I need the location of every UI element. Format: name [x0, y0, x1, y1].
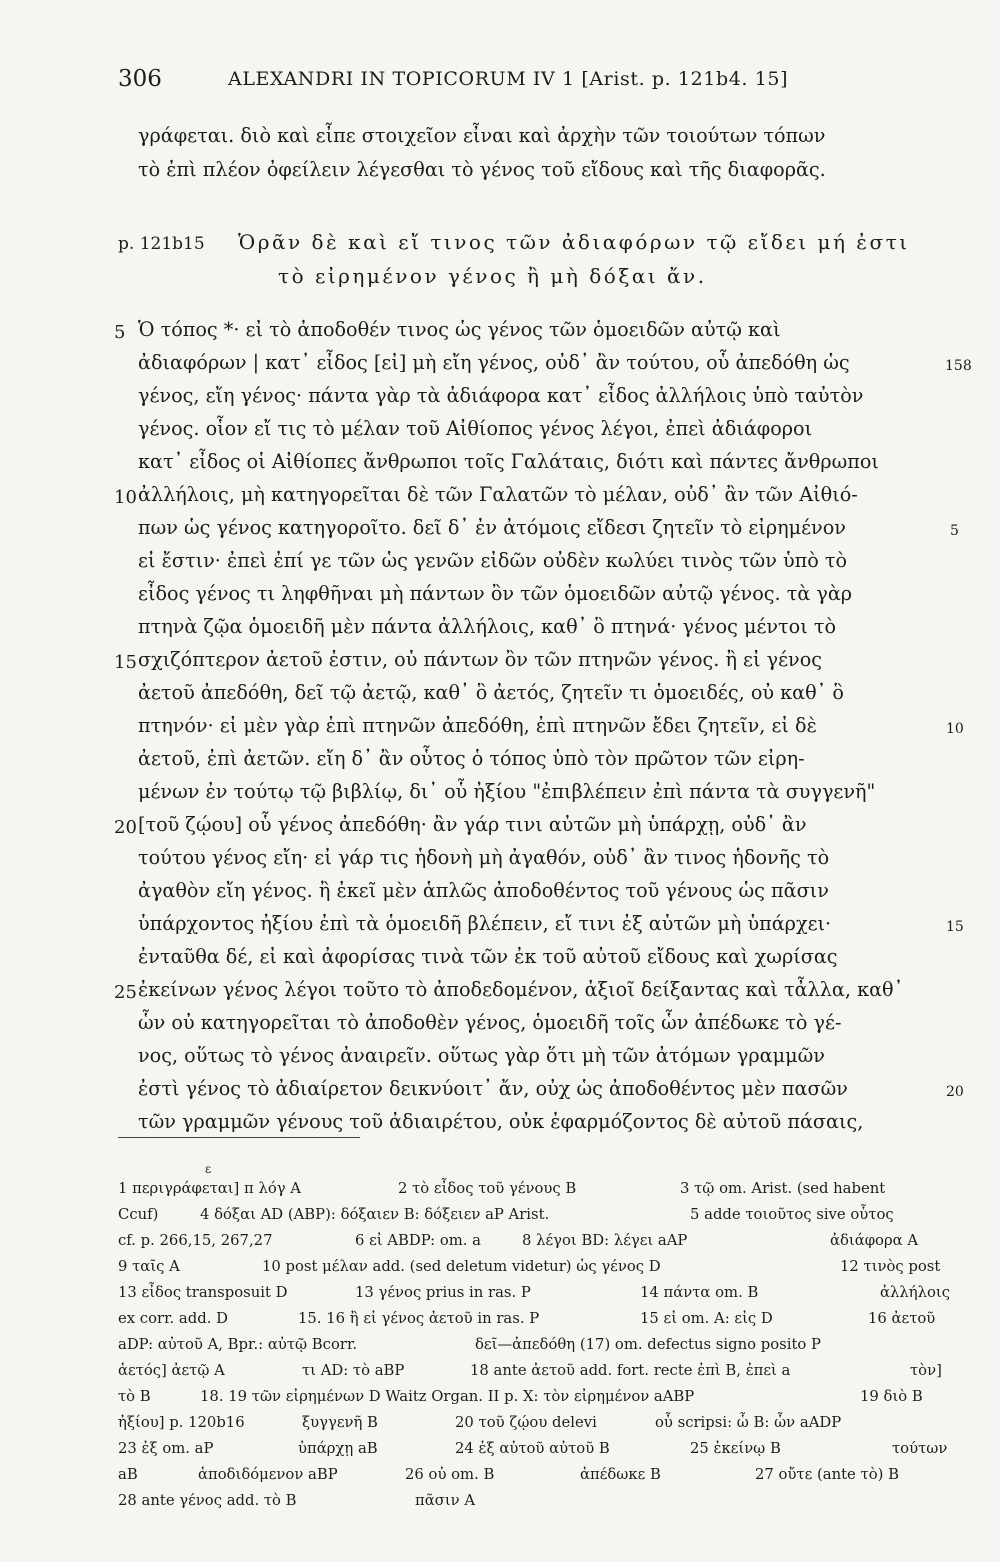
text-line-3: Ὁ τόπος *· εἰ τὸ ἀποδοθέν τινος ὡς γένος τῶν ὁμοειδῶν αὐτῷ καὶ: [138, 318, 781, 341]
apparatus-entry: 15 εἰ om. A: εἰς D: [640, 1310, 773, 1327]
margin-number: 20: [946, 1084, 964, 1100]
apparatus-entry: ἠξίου] p. 120b16: [118, 1414, 245, 1431]
apparatus-superscript: ε: [205, 1162, 212, 1176]
apparatus-entry: 20 τοῦ ζῴου delevi: [455, 1414, 597, 1431]
apparatus-entry: ἀδιάφορα A: [830, 1232, 919, 1249]
margin-number: 10: [946, 721, 964, 737]
apparatus-entry: 15. 16 ἢ εἰ γένος ἀετοῦ in ras. P: [298, 1310, 540, 1327]
text-line-5: γένος, εἴη γένος· πάντα γὰρ τὰ ἀδιάφορα κατ᾽ εἶδος ἀλλήλοις ὑπὸ ταὐτὸν: [138, 384, 864, 407]
page-number: 306: [118, 66, 162, 92]
apparatus-entry: ἀποδιδόμενον aBP: [198, 1466, 338, 1483]
apparatus-entry: 14 πάντα om. B: [640, 1284, 759, 1301]
apparatus-entry: ὑπάρχῃ aB: [298, 1440, 378, 1457]
apparatus-entry: 8 λέγοι BD: λέγει aAP: [522, 1232, 688, 1249]
text-line-6: γένος. οἷον εἴ τις τὸ μέλαν τοῦ Αἰθίοπος γένος λέγοι, ἐπεὶ ἀδιάφοροι: [138, 417, 813, 440]
apparatus-entry: πᾶσιν A: [415, 1492, 476, 1509]
line-number: 25: [114, 982, 137, 1003]
apparatus-entry: aB: [118, 1466, 138, 1483]
apparatus-entry: 18. 19 τῶν εἰρημένων D Waitz Organ. II p. X: τὸν εἰρημένον aABP: [200, 1388, 695, 1405]
text-line-2: τὸ ἐπὶ πλέον ὀφείλειν λέγεσθαι τὸ γένος τοῦ εἴδους καὶ τῆς διαφορᾶς.: [138, 158, 826, 181]
text-line-25: νος, οὕτως τὸ γένος ἀναιρεῖν. οὕτως γὰρ ὅτι μὴ τῶν ἀτόμων γραμμῶν: [138, 1044, 825, 1067]
apparatus-entry: οὗ scripsi: ὧ B: ὧν aADP: [655, 1414, 842, 1431]
apparatus-entry: 26 οὐ om. B: [405, 1466, 495, 1483]
margin-number: 15: [946, 919, 964, 935]
text-line-18: [τοῦ ζῴου] οὗ γένος ἀπεδόθη· ἂν γάρ τινι αὐτῶν μὴ ὑπάρχῃ, οὐδ᾽ ἂν: [138, 813, 807, 836]
text-line-9: πων ὡς γένος κατηγοροῖτο. δεῖ δ᾽ ἐν ἀτόμοις εἴδεσι ζητεῖν τὸ εἰρημένον: [138, 516, 846, 539]
lemma-line-2: τὸ εἰρημένον γένος ἢ μὴ δόξαι ἄν.: [278, 264, 707, 288]
text-line-24: ὧν οὐ κατηγορεῖται τὸ ἀποδοθὲν γένος, ὁμοειδῆ τοῖς ὧν ἀπέδωκε τὸ γέ-: [138, 1011, 842, 1034]
line-number: 20: [114, 817, 137, 838]
text-line-23: ἐκείνων γένος λέγοι τοῦτο τὸ ἀποδεδομένον, ἀξιοῖ δείξαντας καὶ τἆλλα, καθ᾽: [138, 978, 904, 1001]
apparatus-entry: 19 διὸ B: [860, 1388, 923, 1405]
line-number: 10: [114, 487, 137, 508]
apparatus-entry: 1 περιγράφεται] π λόγ A: [118, 1180, 301, 1197]
apparatus-entry: ἀετός] ἀετῷ A: [118, 1362, 225, 1379]
apparatus-entry: τὸν]: [910, 1362, 942, 1379]
text-line-8: ἀλλήλοις, μὴ κατηγορεῖται δὲ τῶν Γαλατῶν τὸ μέλαν, οὐδ᾽ ἂν τῶν Αἰθιό-: [138, 483, 858, 506]
text-line-17: μένων ἐν τούτῳ τῷ βιβλίῳ, δι᾽ οὗ ἠξίου "ἐπιβλέπειν ἐπὶ πάντα τὰ συγγενῆ": [138, 780, 876, 803]
apparatus-entry: 4 δόξαι AD (ABP): δόξαιεν B: δόξειεν aP Arist.: [200, 1206, 550, 1223]
apparatus-entry: 6 εἰ ABDP: om. a: [355, 1232, 481, 1249]
lemma-line-1: Ὁρᾶν δὲ καὶ εἴ τινος τῶν ἀδιαφόρων τῷ εἴδει μή ἐστι: [238, 230, 910, 254]
apparatus-entry: 13 εἶδος transposuit D: [118, 1284, 288, 1301]
apparatus-entry: ex corr. add. D: [118, 1310, 228, 1327]
apparatus-entry: 25 ἐκείνῳ B: [690, 1440, 781, 1457]
apparatus-entry: 18 ante ἀετοῦ add. fort. recte ἐπὶ B, ἐπεὶ a: [470, 1362, 791, 1379]
apparatus-entry: δεῖ—ἀπεδόθη (17) om. defectus signo posito P: [475, 1336, 821, 1353]
apparatus-entry: aDP: αὐτοῦ A, Bpr.: αὐτῷ Bcorr.: [118, 1336, 358, 1353]
text-line-7: κατ᾽ εἶδος οἱ Αἰθίοπες ἄνθρωποι τοῖς Γαλάταις, διότι καὶ πάντες ἄνθρωποι: [138, 450, 879, 473]
margin-number: 158: [945, 358, 972, 374]
apparatus-entry: ἀλλήλοις: [880, 1284, 950, 1301]
line-number: 15: [114, 652, 137, 673]
text-line-21: ὑπάρχοντος ἠξίου ἐπὶ τὰ ὁμοειδῆ βλέπειν, εἴ τινι ἐξ αὐτῶν μὴ ὑπάρχει·: [138, 912, 832, 935]
text-line-13: σχιζόπτερον ἀετοῦ ἐστιν, οὐ πάντων ὂν τῶν πτηνῶν γένος. ἢ εἰ γένος: [138, 648, 822, 671]
text-line-4: ἀδιαφόρων | κατ᾽ εἶδος [εἰ] μὴ εἴη γένος, οὐδ᾽ ἂν τούτου, οὗ ἀπεδόθη ὡς: [138, 351, 850, 374]
line-number: 5: [114, 322, 126, 343]
apparatus-entry: τούτων: [892, 1440, 948, 1457]
apparatus-entry: 2 τὸ εἶδος τοῦ γένους B: [398, 1180, 577, 1197]
apparatus-entry: 23 ἐξ om. aP: [118, 1440, 214, 1457]
apparatus-entry: 13 γένος prius in ras. P: [355, 1284, 531, 1301]
text-line-26: ἐστὶ γένος τὸ ἀδιαίρετον δεικνύοιτ᾽ ἄν, οὐχ ὡς ἀποδοθέντος μὲν πασῶν: [138, 1077, 848, 1100]
apparatus-entry: ἀπέδωκε B: [580, 1466, 661, 1483]
apparatus-entry: 12 τινὸς post: [840, 1258, 941, 1275]
apparatus-entry: ξυγγενῆ B: [302, 1414, 378, 1431]
apparatus-entry: 16 ἀετοῦ: [868, 1310, 936, 1327]
text-line-12: πτηνὰ ζῷα ὁμοειδῆ μὲν πάντα ἀλλήλοις, καθ᾽ ὃ πτηνά· γένος μέντοι τὸ: [138, 615, 837, 638]
running-head: [118, 66, 818, 96]
apparatus-entry: 3 τῷ om. Arist. (sed habent: [680, 1180, 886, 1197]
apparatus-entry: τὸ B: [118, 1388, 151, 1405]
apparatus-entry: cf. p. 266,15, 267,27: [118, 1232, 273, 1249]
apparatus-entry: τι AD: τὸ aBP: [302, 1362, 405, 1379]
apparatus-entry: 5 adde τοιοῦτος sive οὗτος: [690, 1206, 894, 1223]
text-line-15: πτηνόν· εἰ μὲν γὰρ ἐπὶ πτηνῶν ἀπεδόθη, ἐπὶ πτηνῶν ἔδει ζητεῖν, εἰ δὲ: [138, 714, 817, 737]
text-line-10: εἰ ἔστιν· ἐπεὶ ἐπί γε τῶν ὡς γενῶν εἰδῶν οὐδὲν κωλύει τινὸς τῶν ὑπὸ τὸ: [138, 549, 848, 572]
apparatus-entry: 28 ante γένος add. τὸ B: [118, 1492, 297, 1509]
text-line-27: τῶν γραμμῶν γένους τοῦ ἀδιαιρέτου, οὐκ ἐφαρμόζοντος δὲ αὐτοῦ πάσαις,: [138, 1110, 864, 1133]
apparatus-entry: 10 post μέλαν add. (sed deletum videtur) ὡς γένος D: [262, 1258, 661, 1275]
footnote-rule: [118, 1137, 360, 1138]
running-title: ALEXANDRI IN TOPICORUM IV 1 [Arist. p. 121b4. 15]: [228, 68, 789, 90]
apparatus-entry: 27 οὔτε (ante τὸ) B: [755, 1466, 899, 1483]
apparatus-entry: 24 ἐξ αὐτοῦ αὐτοῦ B: [455, 1440, 610, 1457]
text-line-11: εἶδος γένος τι ληφθῆναι μὴ πάντων ὂν τῶν ὁμοειδῶν αὐτῷ γένος. τὰ γὰρ: [138, 582, 853, 605]
margin-number: 5: [950, 523, 959, 539]
text-line-22: ἐνταῦθα δέ, εἰ καὶ ἀφορίσας τινὰ τῶν ἐκ τοῦ αὐτοῦ εἴδους καὶ χωρίσας: [138, 945, 838, 968]
text-line-20: ἀγαθὸν εἴη γένος. ἢ ἐκεῖ μὲν ἁπλῶς ἀποδοθέντος τοῦ γένους ὡς πᾶσιν: [138, 879, 829, 902]
text-line-14: ἀετοῦ ἀπεδόθη, δεῖ τῷ ἀετῷ, καθ᾽ ὃ ἀετός, ζητεῖν τι ὁμοειδές, οὐ καθ᾽ ὃ: [138, 681, 844, 704]
apparatus-entry: 9 ταῖς A: [118, 1258, 180, 1275]
lemma-reference: p. 121b15: [118, 234, 205, 254]
apparatus-entry: Ccuf): [118, 1206, 159, 1223]
text-line-19: τούτου γένος εἴη· εἰ γάρ τις ἡδονὴ μὴ ἀγαθόν, οὐδ᾽ ἂν τινος ἡδονῆς τὸ: [138, 846, 830, 869]
text-line-16: ἀετοῦ, ἐπὶ ἀετῶν. εἴη δ᾽ ἂν οὗτος ὁ τόπος ὑπὸ τὸν πρῶτον τῶν εἰρη-: [138, 747, 805, 770]
text-line-1: γράφεται. διὸ καὶ εἶπε στοιχεῖον εἶναι καὶ ἀρχὴν τῶν τοιούτων τόπων: [138, 124, 826, 147]
